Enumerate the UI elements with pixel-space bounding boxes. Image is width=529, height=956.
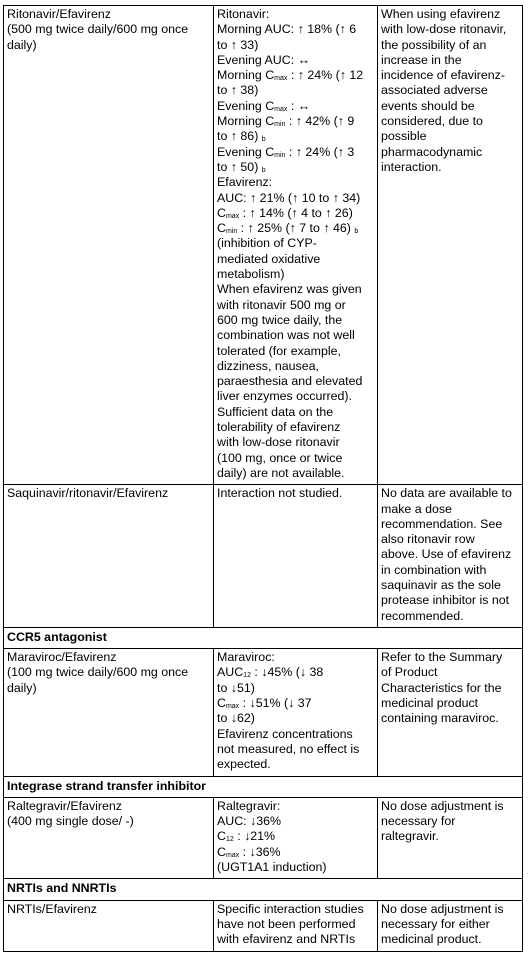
drug-cell: [4, 900, 214, 951]
effect-line: paraesthesia and elevated: [217, 374, 363, 389]
effect-cell: [214, 6, 378, 485]
effect-line: metabolism): [217, 267, 285, 282]
text: : ↔: [287, 98, 311, 113]
drug-name: NRTIs/Efavirenz: [7, 901, 97, 916]
text: Morning C: [217, 114, 275, 129]
effect-line: (inhibition of CYP-: [217, 236, 317, 251]
recommendation-line: necessary for either: [381, 916, 490, 931]
section-heading: Integrase strand transfer inhibitor: [4, 776, 523, 797]
effect-line: (100 mg, once or twice: [217, 450, 343, 465]
recommendation-line: in combination with: [381, 562, 487, 577]
text: C: [217, 205, 226, 220]
effect-line: have not been performed: [217, 916, 356, 931]
recommendation-line: raltegravir.: [381, 829, 439, 844]
subscript: 12: [225, 836, 234, 844]
text: : ↑ 42% (↑ 9: [285, 114, 355, 129]
effect-cell: [214, 485, 378, 628]
effect-line: When efavirenz was given: [217, 282, 362, 297]
table-row-raltegravir: [4, 797, 523, 878]
subscript: max: [274, 105, 288, 113]
recommendation-line: When using efavirenz: [381, 7, 501, 21]
effect-line: Efavirenz concentrations: [217, 726, 353, 741]
effect-line: Maraviroc:: [217, 650, 275, 665]
effect-line: [217, 160, 375, 175]
effect-line: [217, 829, 375, 844]
recommendation-line: No data are available to: [381, 486, 512, 501]
effect-cell: [214, 900, 378, 951]
subscript: max: [225, 851, 240, 859]
effect-line: Specific interaction studies: [217, 901, 364, 916]
recommendation-line: associated adverse: [381, 83, 488, 98]
subscript: min: [225, 228, 238, 236]
drug-name: Ritonavir/Efavirenz: [7, 7, 111, 21]
effect-line: [217, 114, 375, 129]
effect-line: [217, 206, 375, 221]
footnote-marker: b: [261, 166, 266, 174]
footnote-marker: b: [354, 228, 359, 236]
effect-line: to ↑ 33): [217, 37, 259, 52]
effect-line: [217, 665, 375, 680]
effect-cell: [214, 797, 378, 878]
text: Evening C: [217, 144, 275, 159]
effect-line: daily) are not available.: [217, 465, 345, 480]
recommendation-cell: [378, 900, 523, 951]
recommendation-line: incidence of efavirenz-: [381, 68, 505, 83]
subscript: max: [274, 75, 288, 83]
recommendation-line: medicinal product.: [381, 932, 482, 947]
effect-line: combination was not well: [217, 328, 355, 343]
recommendation-line: pharmacodynamic: [381, 144, 483, 159]
effect-line: [217, 221, 375, 236]
effect-line: AUC: ↓36%: [217, 814, 282, 829]
effect-line: to ↑ 38): [217, 83, 259, 98]
effect-line: liver enzymes occurred).: [217, 389, 352, 404]
effect-line: with efavirenz and NRTIs: [217, 932, 356, 947]
effect-line: 600 mg twice daily, the: [217, 312, 343, 327]
section-header-row: [4, 776, 523, 797]
recommendation-line: Refer to the Summary: [381, 650, 503, 665]
recommendation-line: possible: [381, 129, 427, 144]
text: Morning C: [217, 68, 275, 83]
drug-dose: (500 mg twice daily/600 mg once: [7, 22, 189, 37]
drug-name: Raltegravir/Efavirenz: [7, 798, 123, 813]
section-header-row: [4, 627, 523, 648]
recommendation-line: increase in the: [381, 52, 462, 67]
drug-cell: [4, 797, 214, 878]
text: C: [217, 844, 226, 859]
recommendation-line: events should be: [381, 98, 475, 113]
effect-line: Evening AUC: ↔: [217, 52, 310, 67]
drug-name: Saquinavir/ritonavir/Efavirenz: [7, 486, 169, 501]
drug-dose: (400 mg single dose/ -): [7, 814, 134, 829]
recommendation-line: recommended.: [381, 608, 464, 623]
effect-line: [217, 696, 375, 711]
effect-line: to ↓51): [217, 680, 255, 695]
text: : ↓21%: [233, 829, 276, 844]
drug-cell: [4, 649, 214, 776]
drug-dose: (100 mg twice daily/600 mg once: [7, 665, 189, 680]
recommendation-line: recommendation. See: [381, 516, 503, 531]
interaction-table: [3, 5, 523, 952]
table-row-nrti: [4, 900, 523, 951]
effect-line: [217, 99, 375, 114]
drug-cell: [4, 485, 214, 628]
effect-line: Ritonavir:: [217, 7, 270, 21]
drug-dose: daily): [7, 680, 37, 695]
text: Evening C: [217, 98, 275, 113]
recommendation-line: containing maraviroc.: [381, 711, 499, 726]
effect-line: [217, 845, 375, 860]
recommendation-line: make a dose: [381, 501, 452, 516]
text: to ↑ 86): [217, 129, 262, 144]
subscript: max: [225, 212, 240, 220]
effect-line: mediated oxidative: [217, 251, 321, 266]
text: : ↓36%: [239, 844, 281, 859]
table-row-maraviroc: [4, 649, 523, 776]
text: : ↓45% (↓ 38: [250, 665, 324, 680]
text: : ↑ 24% (↑ 12: [287, 68, 364, 83]
effect-line: (UGT1A1 induction): [217, 860, 327, 875]
effect-line: Sufficient data on the: [217, 404, 334, 419]
effect-line: [217, 68, 375, 83]
effect-line: expected.: [217, 757, 271, 772]
subscript: 12: [243, 672, 251, 680]
text: C: [217, 696, 226, 711]
recommendation-line: of Product: [381, 665, 438, 680]
section-heading: NRTIs and NNRTIs: [4, 879, 523, 900]
text: AUC: [217, 665, 244, 680]
effect-line: [217, 129, 375, 144]
drug-name: Maraviroc/Efavirenz: [7, 650, 117, 665]
recommendation-line: protease inhibitor is not: [381, 593, 510, 608]
table-row-ritonavir: [4, 6, 523, 485]
text: : ↑ 14% (↑ 4 to ↑ 26): [239, 205, 353, 220]
effect-line: with ritonavir 500 mg or: [217, 297, 346, 312]
table-row-saquinavir: [4, 485, 523, 628]
effect-line: Morning AUC: ↑ 18% (↑ 6: [217, 22, 357, 37]
recommendation-line: medicinal product: [381, 696, 479, 711]
subscript: min: [274, 121, 286, 129]
text: : ↓51% (↓ 37: [239, 696, 312, 711]
effect-line: dizziness, nausea,: [217, 358, 319, 373]
recommendation-line: Characteristics for the: [381, 680, 502, 695]
recommendation-line: considered, due to: [381, 114, 483, 129]
effect-line: to ↓62): [217, 711, 255, 726]
footnote-marker: b: [261, 136, 266, 144]
recommendation-line: with low-dose ritonavir,: [381, 22, 507, 37]
section-header-row: [4, 879, 523, 900]
effect-line: AUC: ↑ 21% (↑ 10 to ↑ 34): [217, 190, 361, 205]
recommendation-line: interaction.: [381, 159, 442, 174]
recommendation-line: the possibility of an: [381, 37, 487, 52]
section-heading: CCR5 antagonist: [4, 627, 523, 648]
recommendation-line: No dose adjustment is: [381, 798, 504, 813]
recommendation-line: also ritonavir row: [381, 532, 475, 547]
text: : ↑ 24% (↑ 3: [285, 144, 355, 159]
recommendation-line: saquinavir as the sole: [381, 577, 501, 592]
drug-cell: [4, 6, 214, 485]
effect-line: Interaction not studied.: [217, 486, 343, 501]
effect-line: tolerability of efavirenz: [217, 420, 341, 435]
text: : ↑ 25% (↑ 7 to ↑ 46): [237, 221, 355, 236]
subscript: min: [274, 151, 286, 159]
text: C: [217, 829, 226, 844]
effect-cell: [214, 649, 378, 776]
effect-line: not measured, no effect is: [217, 741, 360, 756]
text: C: [217, 221, 226, 236]
recommendation-cell: [378, 6, 523, 485]
recommendation-cell: [378, 649, 523, 776]
recommendation-cell: [378, 485, 523, 628]
recommendation-line: necessary for: [381, 814, 456, 829]
recommendation-cell: [378, 797, 523, 878]
effect-line: [217, 145, 375, 160]
effect-line: Efavirenz:: [217, 175, 273, 190]
subscript: max: [225, 703, 240, 711]
effect-line: tolerated (for example,: [217, 343, 341, 358]
recommendation-line: above. Use of efavirenz: [381, 547, 512, 562]
effect-line: Raltegravir:: [217, 798, 281, 813]
text: to ↑ 50): [217, 159, 262, 174]
drug-dose: daily): [7, 37, 37, 52]
recommendation-line: No dose adjustment is: [381, 901, 504, 916]
effect-line: with low-dose ritonavir: [217, 435, 340, 450]
